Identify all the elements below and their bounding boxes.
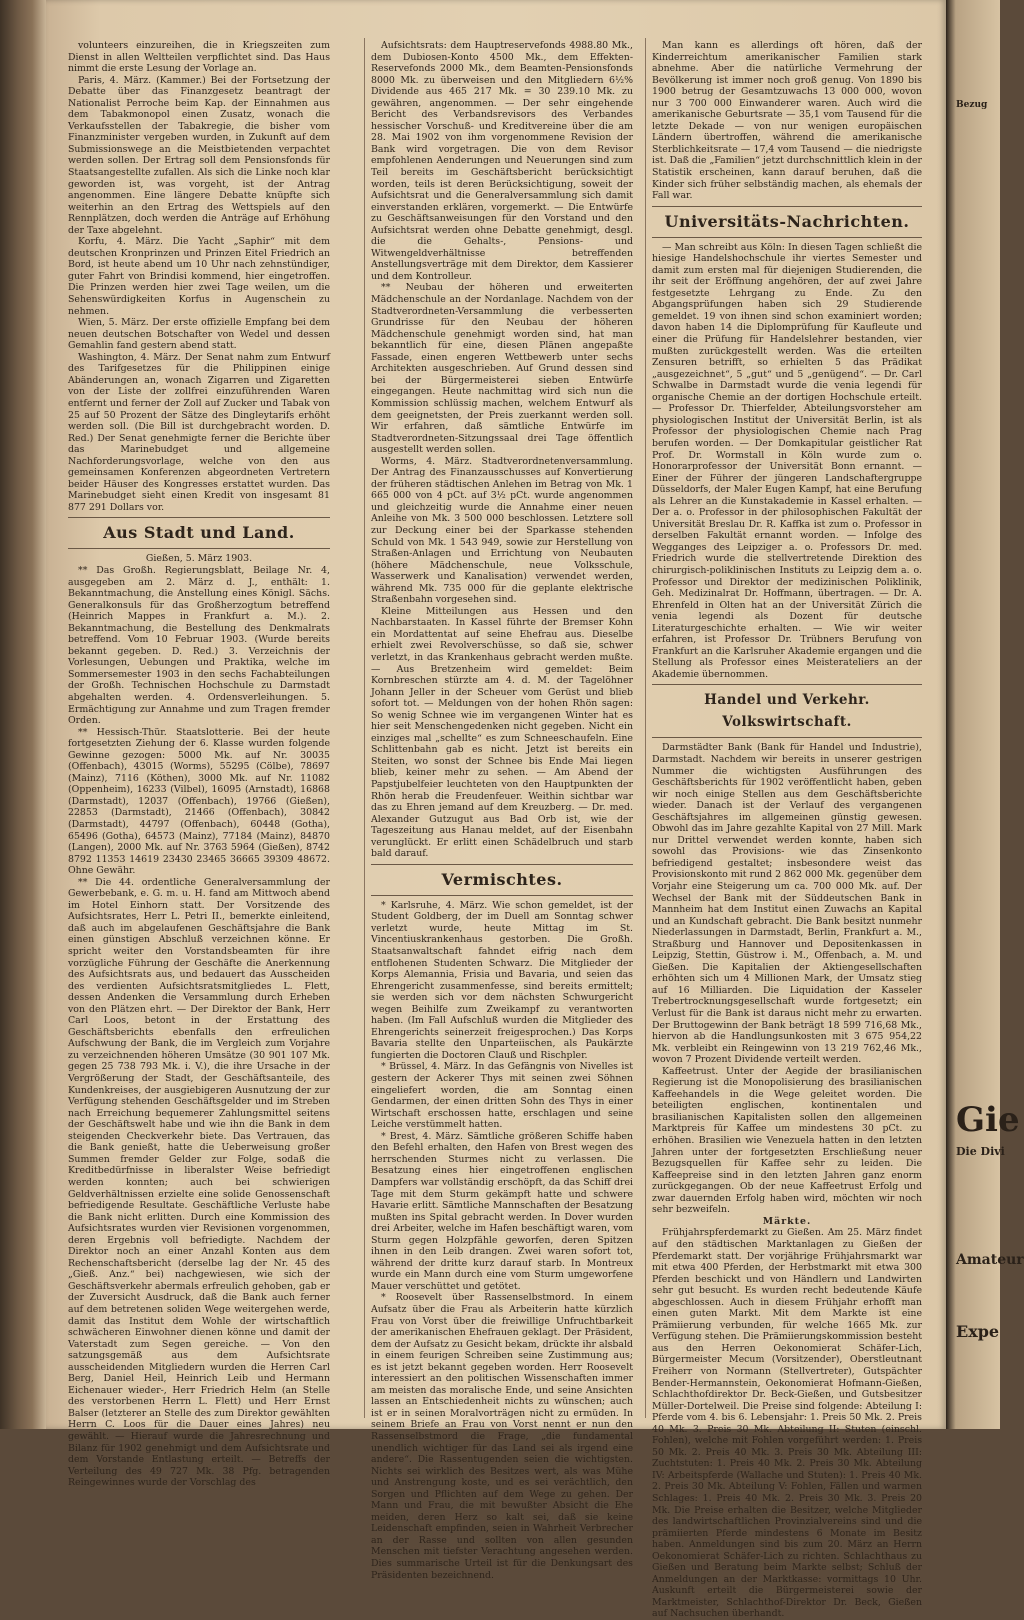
article-paragraph: Aufsichtsrats: dem Hauptreservefonds 4988.80 Mk., dem Dubiosen-Konto 4500 Mk., dem Effekten-Reservefonds 2000 Mk., dem Beamten-Pensionsfonds 8000 Mk. zu überweisen und den Mitgliedern 6½% Dividende aus 465 217 Mk. = 30 239.10 Mk. zu gewähren, angenommen. — Der sehr eingehende Bericht des Verbandsrevisors des Verbandes hessischer Vorschuß- und Kreditvereine über die am 28. Mai 1902 von ihm vorgenommene Revision der Bank wird vorgetragen. Die von dem Revisor empfohlenen Aenderungen und Neuerungen sind zum Teil bereits im Geschäftsbericht berücksichtigt worden, teils ist deren Berücksichtigung, soweit der Aufsichtsrat und die Generalversammlung sich damit einverstanden erklären, vorgemerkt. — Die Entwürfe zu Geschäftsanweisungen für den Vorstand und den Aufsichtsrat werden ohne Debatte genehmigt, desgl. die die Gehalts-, Pensions- und Witwengeldverhältnisse betreffenden Anstellungsverträge mit dem Direktor, dem Kassierer und dem Kontrolleur. xyxy=(371,40,633,282)
section-rule xyxy=(652,237,922,238)
strip-heading: Bezug xyxy=(956,100,988,110)
article-paragraph: Korfu, 4. März. Die Yacht „Saphir“ mit dem deutschen Kronprinzen und Prinzen Eitel Friedrich an Bord, ist heute abend um 10 Uhr nach zehnstündiger, guter Fahrt von Brindisi kommend, hier eingetroffen. Die Prinzen werden hier zwei Tage weilen, um die Sehenswürdigkeiten Korfus in Augenschein zu nehmen. xyxy=(68,236,330,317)
article-paragraph: Paris, 4. März. (Kammer.) Bei der Fortsetzung der Debatte über das Finanzgesetz beantragt der Nationalist Perroche beim Kap. der Einnahmen aus dem Tabakmonopol einen Zusatz, wonach die Verkaufsstellen der Tabakregie, die bisher vom Finanzminister vergeben wurden, in Zukunft auf dem Submissionswege an die Meistbietenden verpachtet werden sollen. Der Ertrag soll dem Pensionsfonds für Staatsangestellte zufallen. Als sich die Linke noch klar geworden ist, was vorgeht, ist der Antrag angenommen. Eine längere Debatte knüpfte sich weiterhin an den Ertrag des Wettspiels auf den Rennplätzen, doch werden die Anträge auf Erhöhung der Taxe abgelehnt. xyxy=(68,74,330,236)
article-paragraph: ** Das Großh. Regierungsblatt, Beilage Nr. 4, ausgegeben am 2. März d. J., enthält: 1. Bekanntmachung, die Anstellung eines Königl. Sächs. Generalkonsuls für das Großherzogtum betreffend (Heinrich Mappes in Frankfurt a. M.). 2. Bekanntmachung, die Bestellung des Denkmalrats betreffend. Vom 10 Februar 1903. (Wurde bereits bekannt gegeben. D. Red.) 3. Verzeichnis der Vorlesungen, Uebungen und Praktika, welche im Sommersemester 1903 in den sechs Fachabteilungen der Großh. Technischen Hochschule zu Darmstadt abgehalten werden. 4. Ordensverleihungen. 5. Ermächtigung zur Annahme und zum Tragen fremder Orden. xyxy=(68,564,330,727)
article-paragraph: Washington, 4. März. Der Senat nahm zum Entwurf des Tarifgesetzes für die Philippinen einige Abänderungen an, wonach Zigarren und Zigaretten von der Liste der zollfrei einzuführenden Waren entfernt und ferner der Zoll auf Zucker und Tabak von 25 auf 50 Prozent der Sätze des Dingleytarifs erhöht werden soll. (Die Bill ist durchgebracht worden. D. Red.) Der Senat genehmigte ferner die Berichte über das Marinebudget und allgemeine Nachforderungsvorlage, welche von den aus gemeinsamen Konferenzen abgeordneten Vertretern beider Häuser des Kongresses erstattet wurden. Das Marinebudget sieht einen Kredit von insgesamt 81 877 291 Dollars vor. xyxy=(68,351,330,513)
article-paragraph: ** Neubau der höheren und erweiterten Mädchenschule an der Nordanlage. Nachdem von der Stadtverordneten-Versammlung die verbesserten Grundrisse für den Neubau der höheren Mädchenschule genehmigt worden sind, hat man bekanntlich für eine, diesen Plänen angepaßte Fassade, einen engeren Wettbewerb unter sechs Architekten ausgeschrieben. Auf Grund dessen sind bei der Bürgermeisterei sieben Entwürfe eingegangen. Heute nachmittag wird sich nun die Kommission schlüssig machen, welchem Entwurf als dem geeignetsten, der Preis zuerkannt werden soll. Wir erfahren, daß sämtliche Entwürfe im Stadtverordneten-Sitzungssaal drei Tage öffentlich ausgestellt werden sollen. xyxy=(371,282,633,456)
article-paragraph: Kaffeetrust. Unter der Aegide der brasilianischen Regierung ist die Monopolisierung des brasilianischen Kaffeehandels in die Wege geleitet worden. Die beteiligten englischen, kontinentalen und brasilianischen Kapitalisten sollen den allgemeinen Marktpreis für Kaffee um mindestens 30 pCt. zu erhöhen. Brasilien wie Venezuela hatten in den letzten Jahren unter der fortgesetzten Erschließung neuer Bezugsquellen für Kaffee sehr zu leiden. Die Kaffeepreise sind in den letzten Jahren ganz enorm zurückgegangen. Ob der neue Kaffeetrust Erfolg und zwar dauernden Erfolg haben wird, möchten wir noch sehr bezweifeln. xyxy=(652,1065,922,1216)
section-rule xyxy=(68,548,330,549)
article-paragraph: Kleine Mitteilungen aus Hessen und den Nachbarstaaten. In Kassel führte der Bremser Kohn ein Mordattentat auf seine Ehefrau aus. Dieselbe erhielt zwei Revolverschüsse, so daß sie, schwer verletzt, in das Krankenhaus gebracht werden mußte. — Aus Bretzenheim wird gemeldet: Beim Kornbreschen stürzte am 4. d. M. der Tagelöhner Johann Jeller in der Scheuer vom Gerüst und blieb sofort tot. — Meldungen von der hohen Rhön sagen: So wenig Schnee wie im vergangenen Winter hat es hier seit Menschengedenken nicht gegeben. Nicht ein einziges mal „schellte“ es zum Schneeschaufeln. Eine Schlittenbahn gab es nicht. Jetzt ist bereits ein Steiten, wo sonst der Schnee bis Ende Mai liegen blieb, keiner mehr zu sehen. — Am Abend der Papstjubelfeier leuchteten von den Hauptpunkten der Rhön herab die Freudenfeuer. Weithin sichtbar war das zu Ehren jemand auf dem Kreuzberg. — Dr. med. Alexander Gutzugut aus Bad Orb ist, wie der Tageszeitung aus Hanau meldet, auf der Eisenbahn verunglückt. Er erlitt einen Schädelbruch und starb bald darauf. xyxy=(371,605,633,860)
column-2 xyxy=(371,40,633,1581)
column-1 xyxy=(68,40,330,1489)
strip-heading: Amateur xyxy=(956,1252,1024,1268)
section-rule xyxy=(371,864,633,865)
column-3 xyxy=(652,40,922,1620)
article-paragraph: volunteers einzureihen, die in Kriegszeiten zum Dienst in allen Weltteilen verpflichtet sind. Das Haus nimmt die erste Lesung der Vorlage an. xyxy=(68,40,330,75)
section-heading: Aus Stadt und Land. xyxy=(103,523,295,543)
article-paragraph: * Brest, 4. März. Sämtliche größeren Schiffe haben den Befehl erhalten, den Hafen von Brest wegen des herrschenden Sturmes nicht zu verlassen. Die Besatzung eines hier eingetroffenen englischen Dampfers war vollständig erschöpft, da das Schiff drei Tage mit dem Sturm gekämpft hatte und schwere Havarie erlitt. Sämtliche Mannschaften der Besatzung mußten ins Spital gebracht werden. In Dover wurden drei Arbeiter, welche im Hafen beschäftigt waren, vom Sturm gegen Holzpfähle geworfen, deren Spitzen ihnen in den Leib drangen. Zwei waren sofort tot, während der dritte kurz darauf starb. In Montreux wurde ein Mann durch eine vom Sturm umgeworfene Mauer verschüttet und getötet. xyxy=(371,1130,633,1292)
section-rule xyxy=(68,517,330,518)
article-paragraph: * Karlsruhe, 4. März. Wie schon gemeldet, ist der Student Goldberg, der im Duell am Sonntag schwer verletzt wurde, heute Mittag im St. Vincentiuskrankenhaus gestorben. Die Großh. Staatsanwaltschaft fahndet eifrig nach dem entflohenen Studenten Schwarz. Die Mitglieder der Korps Alemannia, Frisia und Bavaria, und seien das Ehrengericht zusammenfesse, sind bereits ermittelt; sie werden sich vor dem nächsten Schwurgericht wegen Beihilfe zum Zweikampf zu verantworten haben. (Im Fall Aufschluß wurden die Mitglieder des Ehrengerichts seinerzeit freigesprochen.) Das Korps Bavaria stellte den Unparteiischen, als Paukärzte fungierten die Doctoren Clauß und Rischpler. xyxy=(371,899,633,1061)
article-paragraph: Darmstädter Bank (Bank für Handel und Industrie), Darmstadt. Nachdem wir bereits in unserer gestrigen Nummer die wichtigsten Ausführungen des Geschäftsberichts für 1902 veröffentlicht haben, geben wir noch einige Stellen aus dem Geschäftsberichte wieder. Danach ist der Verlauf des vergangenen Geschäftsjahres im allgemeinen günstig gewesen. Obwohl das im Jahre gezahlte Kapital von 27 Mill. Mark nur Drittel verwendet werden konnte, haben sich sowohl das Provisions- wie das Zinsenkonto befriedigend gestaltet; insbesondere weist das Provisionskonto mit rund 2 862 000 Mk. gegenüber dem Vorjahr eine Steigerung um ca. 700 000 Mk. auf. Der Wechsel der Bank mit der Süddeutschen Bank in Mannheim hat dem Institut einen Zuwachs an Kapital und an Kundschaft gebracht. Die Bank besitzt nunmehr Niederlassungen in Darmstadt, Berlin, Frankfurt a. M., Straßburg und Hannover und Depositenkassen in Leipzig, Stettin, Güstrow i. M., Offenbach, a. M. und Gießen. Die Kapitalien der Aktiengesellschaften erhöhten sich um 4 Millionen Mark, der Umsatz stieg auf 16 Milliarden. Die Liquidation der Kasseler Trebertrocknungsgesellschaft wurde fortgesetzt; ein Verlust für die Bank ist daraus nicht mehr zu erwarten. Der Bruttogewinn der Bank beträgt 18 599 716,68 Mk., hiervon ab die Handlungsunkosten mit 3 675 954,22 Mk. verbleibt ein Reingewinn von 13 219 762,46 Mk., wovon 7 Prozent Dividende verteilt werden. xyxy=(652,742,922,1066)
section-rule xyxy=(652,737,922,738)
article-paragraph: ** Die 44. ordentliche Generalversammlung der Gewerbebank, e. G. m. u. H. fand am Mittwoch abend im Hotel Einhorn statt. Der Vorsitzende des Aufsichtsrates, Herr L. Petri II., bemerkte einleitend, daß auch im abgelaufenen Geschäftsjahre die Bank einen günstigen Abschluß verzeichnen könne. Er spricht weiter den Vorstandsbeamten für ihre vorzügliche Führung der Geschäfte die Anerkennung des Aufsichtsrats aus, und bedauert das Ausscheiden des verdienten Aufsichtsratsmitgliedes L. Flett, dessen Andenken die Versammlung durch Erheben von den Plätzen ehrt. — Der Direktor der Bank, Herr Carl Loos, betont in der Erstattung des Geschäftsberichts ebenfalls den erfreulichen Aufschwung der Bank, die im Vergleich zum Vorjahre zu verzeichnenden höheren Umsätze (30 901 107 Mk. gegen 25 738 793 Mk. i. V.), die ihre Ursache in der Vergrößerung der Stadt, der Geschäftsanteile, des Kundenkreises, der ausgiebigeren Ausnutzung der zur Verfügung stehenden Geschäftsgelder und im Streben nach Erreichung bequemerer Zahlungsmittel seitens der Geschäftswelt habe und wie ihn die Bank in dem steigenden Checkverkehr biete. Das Vertrauen, das die Bank genießt, hatte die Ueberweisung großer Summen fremder Gelder zur Folge, sodaß die Kreditbedürfnisse in liberalster Weise befriedigt werden konnten; auch bei schwierigen Geldverhältnissen erzielte eine solide Genossenschaft befriedigende Resultate. Geschäftliche Verluste habe die Bank nicht erlitten. Durch eine Kommission des Aufsichtsrates wurden vier Revisionen vorgenommen, deren Ergebnis voll befriedigte. Nachdem der Direktor noch an einer Anzahl Konten aus dem Rechenschaftsbericht (derselbe lag der Nr. 45 des „Gieß. Anz.“ bei) nachgewiesen, wie sich der Geschäftsverkehr abermals erfreulich gehoben, gab er der Zuversicht Ausdruck, daß die Bank auch ferner auf dem betretenen soliden Wege weitergehen werde, damit das Institut dem Wohle der wirtschaftlich schwächeren Einwohner dienen könne und damit der Vaterstadt zum Segen gereiche. — Von den satzungsgemäß aus dem Aufsichtsrate ausscheidenden Mitgliedern wurden die Herren Carl Berg, Daniel Heil, Heinrich Leib und Hermann Eichenauer wieder-, Herr Friedrich Helm (an Stelle des verstorbenen Herrn L. Flett) und Herr Ernst Balser (letzterer an Stelle des zum Direktor gewählten Herrn C. Loos für die Dauer eines Jahres) neu gewählt. — Hierauf wurde die Jahresrechnung und Bilanz für 1902 genehmigt und dem Aufsichtsrate und dem Vorstande Entlastung erteilt. — Betreffs der Verteilung des 49 727 Mk. 38 Pfg. betragenden Reingewinnes wurde der Vorschlag des xyxy=(68,876,330,1489)
article-paragraph: Frühjahrspferdemarkt zu Gießen. Am 25. März findet auf den städtischen Marktanlagen zu Gießen der Pferdemarkt statt. Der vorjährige Frühjahrsmarkt war mit etwa 400 Pferden, der Herbstmarkt mit etwa 300 Pferden beschickt und von Händlern und Landwirten sehr gut besucht. Es wurden recht bedeutende Käufe abgeschlossen. Auch in diesem Frühjahr erhofft man einen guten Markt. Mit dem Markte ist eine Prämiierung verbunden, für welche 1665 Mk. zur Verfügung stehen. Die Prämiierungskommission besteht aus den Herren Oekonomierat Schäfer-Lich, Bürgermeister Mecum (Vorsitzender), Oberstleutnant Freiherr von Normann (Stellvertreter), Gutspächter Bender-Hermannstein, Oekonomierat Hofmann-Gießen, Schlachthofdirektor Dr. Beck-Gießen, und Gutsbesitzer Müller-Dortelweil. Die Preise sind folgende: Abteilung I: Pferde vom 4. bis 6. Lebensjahr: 1. Preis 50 Mk. 2. Preis 40 Mk. 3. Preis 30 Mk. Abteilung II: Stuten (einschl. Fohlen), welche mit Fohlen vorgeführt werden: 1. Preis 50 Mk. 2. Preis 40 Mk. 3. Preis 30 Mk. Abteilung III: Zuchtstuten: 1. Preis 40 Mk. 2. Preis 30 Mk. Abteilung IV: Arbeitspferde (Wallache und Stuten): 1. Preis 40 Mk. 2. Preis 30 Mk. Abteilung V: Fohlen, Fällen und warmen Schlages: 1. Preis 40 Mk. 2. Preis 30 Mk. 3. Preis 20 Mk. Die Preise erhalten die Besitzer, welche Mitglieder des landwirtschaftlichen Provinzialvereins sind und die prämiierten Pferde mindestens 6 Monate im Besitz haben. Anmeldungen sind bis zum 20. März an Herrn Oekonomierat Schäfer-Lich zu richten. Schlachthaus zu Gießen und Beratung beim Markte selbst; Schluß der Anmeldungen an der Marktkasse: vormittags 10 Uhr. Auskunft erteilt die Bürgermeisterei sowie der Marktmeister, Schlachthof-Direktor Dr. Beck, Gießen auf Nachsuchen überhandt. xyxy=(652,1227,922,1620)
dateline: Gießen, 5. März 1903. xyxy=(145,553,253,565)
section-heading: Handel und Verkehr. Volkswirtschaft. xyxy=(704,692,870,731)
section-rule xyxy=(371,895,633,896)
strip-heading: Die Divi xyxy=(956,1145,1005,1158)
strip-heading: Gie xyxy=(956,1100,1020,1140)
article-paragraph: — Man schreibt aus Köln: In diesen Tagen schließt die hiesige Handelshochschule ihr viertes Semester und damit zum ersten mal für diejenigen Studierenden, die ihr seit der Eröffnung angehören, der auf zwei Jahre festgesetzte Lehrgang zu Ende. Zu den Abgangsprüfungen haben sich 29 Studierende gemeldet. 19 von ihnen sind schon examiniert worden; davon haben 14 die Diplomprüfung für Kaufleute und einer die Prüfung für Handelslehrer bestanden, vier mußten zurückgestellt werden. Was die erteilten Zensuren betrifft, so erhielten 5 das Prädikat „ausgezeichnet“, 5 „gut“ und 5 „genügend“. — Dr. Carl Schwalbe in Darmstadt wurde die venia legendi für organische Chemie an der dortigen Hochschule erteilt. — Professor Dr. Thierfelder, Abteilungsvorsteher am physiologischen Institut der Universität Berlin, ist als Professor der physiologischen Chemie nach Prag berufen worden. — Der Domkapitular geistlicher Rat Prof. Dr. Wormstall in Köln wurde zum o. Honorarprofessor der Universität Bonn ernannt. — Einer der Führer der jüngeren Landschaftergruppe Düsseldorfs, der Maler Eugen Kampf, hat eine Berufung als Lehrer an die Kunstakademie in Kassel erhalten. — Der a. o. Professor in der philosophischen Fakultät der Universität Breslau Dr. R. Kaffka ist zum o. Professor in derselben Fakultät ernannt worden. — Infolge des Wegganges des Leipziger a. o. Professors Dr. med. Friedrich wurde die stellvertretende Direktion des chirurgisch-poliklinischen Instituts zu Leipzig dem a. o. Professor und Direktor der medizinischen Poliklinik, Geh. Medizinalrat Dr. Hoffmann, übertragen. — Dr. A. Ehrenfeld in Olten hat an der Universität Zürich die venia legendi als Dozent für deutsche Literaturgeschichte erhalten. — Wie wir weiter erfahren, ist Professor Dr. Trübners Berufung von Frankfurt an die Karlsruher Akademie ergangen und die Stellung als Professor eines Meisterateliers an der Akademie übernommen. xyxy=(652,241,922,680)
article-paragraph: ** Hessisch-Thür. Staatslotterie. Bei der heute fortgesetzten Ziehung der 6. Klasse wurden folgende Gewinne gezogen: 5000 Mk. auf Nr. 30035 (Offenbach), 43015 (Worms), 55295 (Cölbe), 78697 (Mainz), 7116 (Köthen), 3000 Mk. auf Nr. 11082 (Oppenheim), 16233 (Vilbel), 16095 (Arnstadt), 16868 (Darmstadt), 12037 (Offenbach), 19766 (Gießen), 22853 (Darmstadt), 21466 (Offenbach), 30842 (Darmstadt), 44797 (Offenbach), 60448 (Gotha), 65496 (Gotha), 64573 (Mainz), 77184 (Mainz), 84870 (Langen), 2000 Mk. auf Nr. 3763 5964 (Gießen), 8742 8792 11353 14619 23430 23465 36665 39309 48672. Ohne Gewähr. xyxy=(68,726,330,877)
column-divider xyxy=(645,38,646,1418)
section-heading: Universitäts-Nachrichten. xyxy=(664,211,910,231)
article-paragraph: Worms, 4. März. Stadtverordnetenversammlung. Der Antrag des Finanzausschusses auf Konvertierung der früheren städtischen Anlehen im Betrag von Mk. 1 665 000 von 4 pCt. auf 3½ pCt. wurde angenommen und gleichzeitig wurde die Annahme einer neuen Anleihe von Mk. 3 500 000 beschlossen. Letztere soll zur Deckung einer bei der Sparkasse stehenden Schuld von Mk. 1 543 949, sowie zur Herstellung von Straßen-Anlagen und Errichtung von Neubauten (höhere Mädchenschule, neue Volksschule, Wasserwerk und Kanalisation) verwendet werden, während Mk. 735 000 für die geplante elektrische Straßenbahn vorgesehen sind. xyxy=(371,455,633,606)
strip-heading: Expe xyxy=(956,1322,1000,1341)
next-page-edge xyxy=(946,0,1024,1429)
section-rule xyxy=(652,206,922,207)
article-paragraph: Wien, 5. März. Der erste offizielle Empfang bei dem neuen deutschen Botschafter von Wedel und dessen Gemahlin fand gestern abend statt. xyxy=(68,317,330,352)
article-paragraph: Man kann es allerdings oft hören, daß der Kinderreichtum amerikanischer Familien stark abnehme. Aber die natürliche Vermehrung der Bevölkerung ist immer noch groß genug. Von 1890 bis 1900 betrug der Gesamtzuwachs 13 000 000, wovon nur 3 700 000 Einwanderer waren. Auch wird die amerikanische Geburtsrate — 35,1 vom Tausend für die letzte Dekade — von nur wenigen europäischen Ländern übertroffen, während die amerikanische Sterblichkeitsrate — 17,4 vom Tausend — die niedrigste ist. Daß die „Familien“ jetzt durchschnittlich klein in der Statistik erscheinen, kann darauf beruhen, daß die Kinder sich früher selbständig machen, als ehemals der Fall war. xyxy=(652,40,922,202)
section-heading: Vermischtes. xyxy=(441,869,563,889)
article-paragraph: * Brüssel, 4. März. In das Gefängnis von Nivelles ist gestern der Ackerer Thys mit seinen zwei Söhnen eingeliefert worden, die am Sonntag einen Gendarmen, der einen dritten Sohn des Thys in einer Wirtschaft erschossen hatte, erschlagen und seine Leiche verstümmelt hatten. xyxy=(371,1061,633,1131)
article-paragraph: * Roosevelt über Rassenselbstmord. In einem Aufsatz über die Frau als Arbeiterin hatte kürzlich Frau von Vorst über die freiwillige Unfruchtbarkeit der amerikanischen Ehefrauen geklagt. Der Präsident, dem der Aufsatz zu Gesicht bekam, drückte ihr alsbald in einem feurigen Schreiben seine Zustimmung aus; es ist jetzt bekannt gegeben worden. Herr Roosevelt interessiert an den politischen Wissenschaften immer am meisten das moralische Ende, und seine Ansichten lassen an Entschiedenheit nichts zu wünschen; auch ist er in seinen Moralvorträgen nicht zu ermüden. In seinem Briefe an Frau von Vorst nennt er nun den Rassenselbstmord die Frage, „die fundamental unendlich wichtiger für das Land sei als irgend eine andere“. Die Rassentugenden seien die wichtigsten. Nichts sei wirklich des Besitzes wert, als was Mühe und Anstrengung koste, und es sei verächtlich, den Sorgen und Pflichten auf dem Wege zu gehen. Der Mann und Frau, die mit bewußter Absicht die Ehe meiden, deren Herz so kalt sei, daß sie keine Leidenschaft empfinden, seien in Wahrheit Verbrecher an der Rasse und sollten von allen gesunden Menschen mit tiefster Verachtung angesehen werden. Dies summarische Urteil ist für die Denkungsart des Präsidenten bezeichnend. xyxy=(371,1292,633,1581)
column-divider xyxy=(364,38,365,1418)
book-spine xyxy=(0,0,46,1429)
section-rule xyxy=(652,684,922,685)
subheading: Märkte. xyxy=(762,1215,812,1227)
